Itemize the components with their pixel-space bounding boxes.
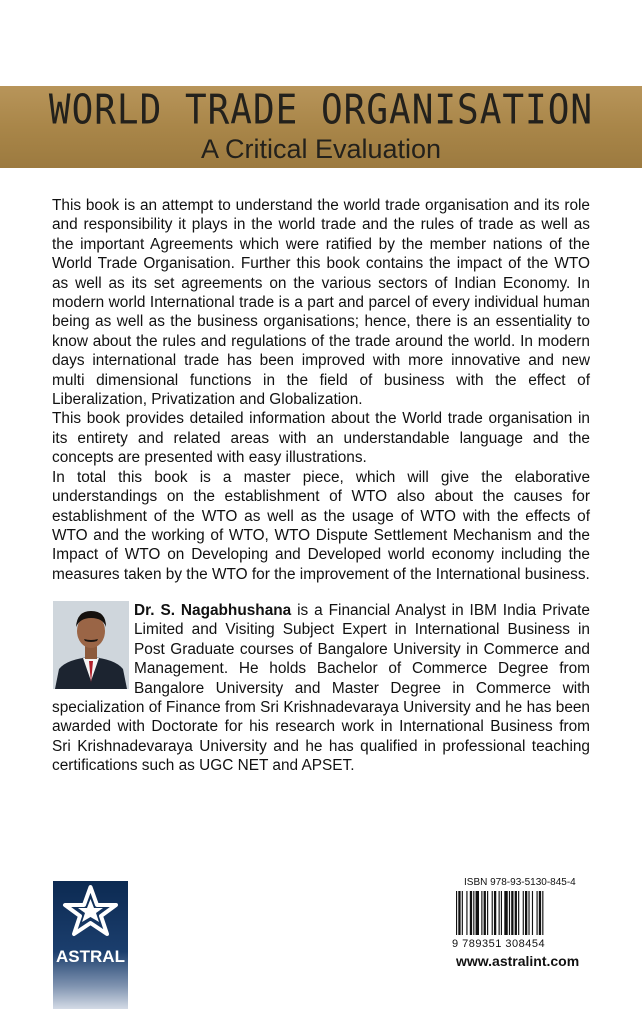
publisher-logo-text: ASTRAL (56, 947, 125, 966)
description-paragraph: This book is an attempt to understand the world trade organisation and its role and responsibility it plays in the world trade and the rules of trade as well as the important Agreements which were ratified by the member nations of the World Trade Organisation. Further this book contains the impact of the WTO as well as its set agreements on the various sectors of Indian Economy. In modern world International trade is a part and parcel of every individual human being as well as the business organisations; hence, there is an essentiality to know about the rules and regulations of the trade around the world. In modern days international trade has been improved with more innovative and new multi dimensional functions in the field of business with the effect of Liberalization, Privatization and Globalization. (52, 197, 590, 409)
star-icon (53, 881, 128, 951)
barcode-digits: 9 789351 308454 (452, 938, 546, 950)
barcode-icon (454, 891, 582, 937)
description-paragraph: This book provides detailed information about the World trade organisation in its entirety and related areas with an understandable language and the concepts are presented with easy illustrations. (52, 410, 590, 467)
book-subtitle: A Critical Evaluation (200, 134, 442, 164)
author-name: Dr. S. Nagabhushana (134, 602, 292, 619)
author-bio-text: is a Financial Analyst in IBM India Private Limited and Visiting Subject Expert in International Business in Post Graduate courses of Bangalore University in Commerce and Management. He holds Bachelor of Commerce Degree from Bangalore University and Master Degree in Commerce with specialization of Finance from Sri Krishnadevaraya University and he has been awarded with Doctorate for his research work in International Business from Sri Krishnadevaraya University and he has qualified in professional teaching certifications such as UGC NET and APSET. (52, 602, 590, 775)
author-bio (52, 601, 590, 776)
photo-spacer (52, 601, 134, 689)
isbn-label: ISBN 978-93-5130-845-4 (464, 877, 576, 888)
publisher-logo (53, 881, 128, 1009)
description-paragraph: In total this book is a master piece, which will give the elaborative understandings on the establishment of WTO also about the causes for establishment of the WTO as well as the usage of WTO with the effects of WTO and the working of WTO, WTO Dispute Settlement Mechanism and the Impact of WTO on Developing and Developed world economy including the measures taken by the WTO for the improvement of the International business. (52, 468, 590, 583)
book-description (52, 196, 590, 584)
publisher-website: www.astralint.com (456, 953, 580, 969)
book-title: WORLD TRADE ORGANISATION (48, 86, 594, 135)
